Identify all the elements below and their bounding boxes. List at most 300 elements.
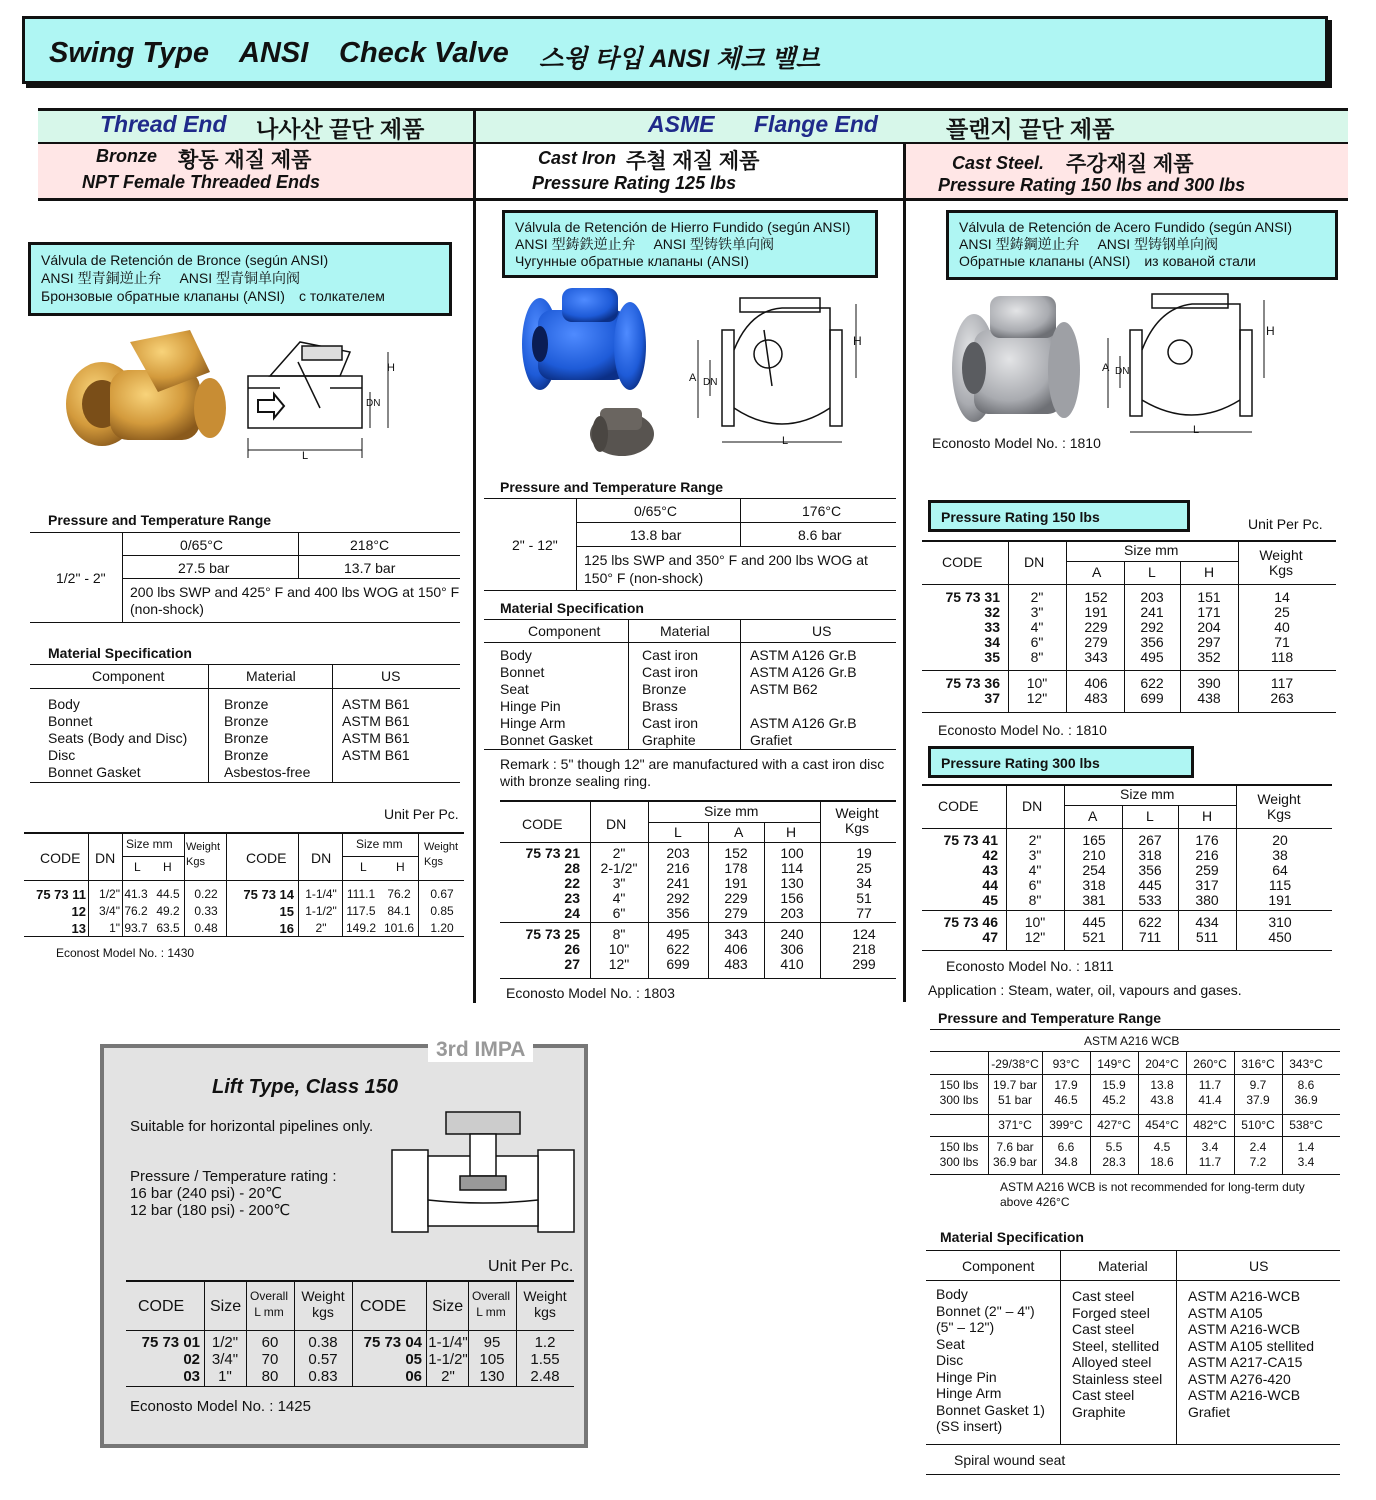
col2-w-a: 19 25 34 51 77: [856, 845, 872, 921]
rule: [1064, 805, 1236, 806]
col1-material: Bronze: [96, 146, 158, 166]
col1-dn-b: 1-1/4" 1-1/2" 2": [305, 887, 337, 935]
impa-size-a: 1/2" 3/4" 1": [211, 1334, 239, 1385]
col1-h-h-b: H: [396, 860, 405, 874]
ptr-value: 4.5 18.6: [1150, 1140, 1174, 1169]
col1-mat-component: Body Bonnet Seats (Body and Disc) Disc Bonnet Gasket: [48, 696, 188, 780]
rule: [484, 590, 896, 591]
rule: [930, 1136, 1340, 1137]
col3-300-code-b: 75 73 46 47: [943, 914, 998, 945]
col2-remark: Remark : 5" though 12" are manufactured with a cast iron disc with bronze sealing ring.: [500, 756, 885, 789]
impa-unit: Unit Per Pc.: [488, 1258, 574, 1275]
rule: [922, 584, 1336, 585]
rule: [922, 828, 1332, 829]
rule: [88, 832, 89, 936]
impa-code-a: 75 73 01 02 03: [141, 1334, 200, 1385]
col3-150-h-weight: Weight Kgs: [1259, 547, 1303, 578]
rule: [500, 800, 896, 802]
rule: [576, 522, 896, 523]
rule: [30, 688, 460, 689]
bronze-valve-photo: [60, 322, 230, 452]
title-en-2: ANSI: [239, 37, 309, 69]
col3-rating300-box: Pressure Rating 300 lbs: [928, 746, 1194, 778]
col3-ptr-note: ASTM A216 WCB is not recommended for long-term duty above 426°C: [1000, 1180, 1305, 1209]
col3-300-h-h: H: [1202, 808, 1213, 824]
impa-h-code: CODE: [138, 1298, 185, 1315]
temp-header: 371°C: [998, 1118, 1032, 1132]
col3-150-l-b: 622 699: [1140, 675, 1164, 706]
col1-h-dn: DN: [95, 850, 116, 866]
col3-150-dn-a: 2" 3" 4" 6" 8": [1030, 589, 1044, 665]
impa-h-code-b: CODE: [360, 1298, 407, 1315]
col3-mat-title: Material Specification: [940, 1229, 1084, 1245]
col3-model150: Econosto Model No. : 1810: [938, 722, 1107, 738]
temp-header: 149°C: [1097, 1057, 1131, 1071]
col3-name-es: Válvula de Retención de Acero Fundido (según ANSI): [959, 219, 1293, 235]
rule: [922, 910, 1332, 911]
rule: [24, 832, 464, 834]
rule: [516, 1280, 517, 1386]
col2-names-box: [502, 210, 878, 278]
col2-name-es: Válvula de Retención de Hierro Fundido (según ANSI): [515, 219, 851, 235]
col1-name-es: Válvula de Retención de Bronce (según ANSI): [41, 252, 329, 268]
rule: [184, 832, 185, 936]
col2-ptr-p2: 8.6 bar: [798, 527, 842, 543]
rule: [1064, 784, 1065, 950]
col1-h-code: CODE: [40, 850, 81, 866]
temp-header: 427°C: [1097, 1118, 1131, 1132]
col2-ptr-size: 2" - 12": [512, 537, 558, 553]
col3-subtitle: Pressure Rating 150 lbs and 300 lbs: [938, 175, 1246, 195]
col2-h-weight: Weight Kgs: [835, 805, 879, 836]
temp-header: 454°C: [1145, 1118, 1179, 1132]
col3-mat-us: ASTM A216-WCB ASTM A105 ASTM A216-WCB ASTM A105 stellited ASTM A217-CA15 ASTM A276-420 ASTM A216-WCB Grafiet: [1188, 1288, 1315, 1420]
col1-ptr-size: 1/2" - 2": [56, 570, 106, 586]
col3-300-h-b-vals: 434 511: [1195, 914, 1219, 945]
col3-material: Cast Steel.: [952, 153, 1045, 173]
col3-300-w-b: 310 450: [1268, 914, 1292, 945]
rule: [208, 664, 209, 782]
temp-header: 510°C: [1241, 1118, 1275, 1132]
rule: [484, 642, 896, 643]
col3-150-h-b-vals: 390 438: [1197, 675, 1221, 706]
col3-dim-h: H: [1266, 324, 1275, 338]
rule: [926, 1250, 1340, 1251]
col1-h-weight-b: Weight Kgs: [424, 841, 459, 868]
rule: [226, 832, 227, 936]
impa-h-size-b: Size: [432, 1298, 464, 1315]
col1-names-box: [28, 242, 452, 316]
rule: [930, 1029, 1340, 1030]
col3-rating150-box: Pressure Rating 150 lbs: [928, 500, 1190, 532]
rule: [122, 532, 123, 622]
rule: [988, 1052, 989, 1174]
col1-h-dn-b: DN: [311, 850, 332, 866]
cast-steel-valve-photo: [950, 290, 1090, 430]
col2-a-b: 343 406 483: [724, 926, 748, 972]
col3-mat-material: Cast steel Forged steel Cast steel Steel, stellited Alloyed steel Stainless steel Cast steel Graphite: [1072, 1288, 1163, 1420]
col3-mat-h3: US: [1249, 1258, 1269, 1274]
rule: [922, 670, 1336, 671]
col1-h-size-b: Size mm: [356, 837, 403, 851]
rule: [820, 800, 821, 978]
rule: [1006, 784, 1007, 950]
rule: [500, 922, 896, 923]
ptr-value: 1.4 3.4: [1297, 1140, 1315, 1169]
impa-ptr: Pressure / Temperature rating : 16 bar (240 psi) - 20℃ 12 bar (180 psi) - 200℃: [130, 1168, 337, 1219]
col1-ptr-note: 200 lbs SWP and 425° F and 400 lbs WOG at 150° F (non-shock): [130, 584, 460, 617]
rule: [1186, 1052, 1187, 1174]
temp-header: 343°C: [1289, 1057, 1323, 1071]
rule: [1042, 1052, 1043, 1174]
impa-h-size: Size: [210, 1298, 242, 1315]
col3-300-h-dn: DN: [1022, 798, 1043, 814]
col3-ptr-mat: ASTM A216 WCB: [1084, 1034, 1180, 1048]
col2-h-a: A: [734, 824, 744, 840]
col2-mat-h1: Component: [528, 623, 601, 639]
col3-300-h-a-vals: 176 216 259 317 380: [1195, 832, 1219, 908]
col3-300-w-a: 20 38 64 115 191: [1268, 832, 1292, 908]
col2-a-a: 152 178 191 229 279: [724, 845, 748, 921]
col-divider-1: [473, 108, 476, 1003]
col2-ptr-note: 125 lbs SWP and 350° F and 200 lbs WOG at 150° F (non-shock): [584, 552, 868, 586]
col2-cross-section-diagram: [690, 290, 880, 450]
rule: [1066, 540, 1067, 712]
rule: [484, 498, 896, 499]
col3-mat-h2: Material: [1098, 1258, 1148, 1274]
col1-dn-a: 1/2" 3/4" 1": [99, 887, 120, 935]
temp-header: 260°C: [1193, 1057, 1227, 1071]
col1-ptr-p1: 27.5 bar: [178, 560, 230, 576]
col3-material-ko: 주강재질 제품: [1066, 153, 1194, 176]
rule: [500, 978, 896, 979]
col3-ptr-title: Pressure and Temperature Range: [938, 1010, 1162, 1026]
col3-unit: Unit Per Pc.: [1248, 516, 1323, 532]
col2-ptr-title: Pressure and Temperature Range: [500, 479, 724, 495]
col2-mat-component: Body Bonnet Seat Hinge Pin Hinge Arm Bonnet Gasket: [500, 647, 593, 748]
rule: [740, 619, 741, 749]
col3-150-h-h: H: [1204, 564, 1215, 580]
col3-300-h-code: CODE: [938, 798, 979, 814]
col1-h-size: Size mm: [126, 837, 173, 851]
rule: [1238, 540, 1239, 712]
col3-name-ru: Обратные клапаны (ANSI) из кованой стали: [959, 253, 1256, 269]
col3-mat-h1: Component: [962, 1258, 1035, 1274]
col1-code-a: 75 73 11 12 13: [36, 887, 86, 936]
col3-300-code-a: 75 73 41 42 43 44 45: [943, 832, 998, 908]
col1-mat-h3: US: [381, 668, 401, 684]
temp-header: 399°C: [1049, 1118, 1083, 1132]
col3-150-h-dn: DN: [1024, 554, 1045, 570]
impa-lift-valve-diagram: [388, 1106, 578, 1240]
rule: [204, 1280, 205, 1386]
col1-h-weight: Weight Kgs: [186, 841, 221, 868]
rule: [1138, 1052, 1139, 1174]
col3-name-jp: ANSI 型鋳鋼逆止弁 ANSI 型铸钢单向阀: [959, 236, 1219, 252]
rule: [30, 622, 460, 623]
col3-dim-dn: DN: [1115, 366, 1130, 377]
col2-code-a: 75 73 21 28 22 23 24: [525, 845, 580, 921]
col1-model: Econost Model No. : 1430: [56, 946, 195, 960]
rule: [648, 822, 820, 823]
col1-dim-h: H: [387, 362, 395, 374]
ptr-value: 9.7 37.9: [1246, 1078, 1270, 1107]
ptr-value: 5.5 28.3: [1102, 1140, 1126, 1169]
temp-header: 538°C: [1289, 1118, 1323, 1132]
rule: [500, 842, 896, 843]
col1-h-l-b: L: [360, 860, 367, 874]
col3-300-h-size: Size mm: [1120, 786, 1175, 802]
col2-subtitle: Pressure Rating 125 lbs: [532, 173, 737, 193]
rule: [294, 1280, 295, 1386]
rule: [418, 832, 419, 936]
rule: [1066, 561, 1238, 562]
col2-name-jp: ANSI 型鋳鉄逆止弁 ANSI 型铸铁单向阀: [515, 236, 775, 252]
col3-150-w-b: 117 263: [1270, 675, 1294, 706]
col3-150-h-code: CODE: [942, 554, 983, 570]
col2-code-b: 75 73 25 26 27: [525, 926, 580, 972]
thread-end-label: Thread End: [100, 111, 227, 137]
col3-300-h-a: A: [1088, 808, 1098, 824]
impa-h-weight: Weight kgs: [301, 1288, 345, 1320]
col3-300-l-a: 267 318 356 445 533: [1138, 832, 1162, 908]
col3-150-l-a: 203 241 292 356 495: [1140, 589, 1164, 665]
rule: [24, 880, 464, 881]
rule: [342, 856, 418, 857]
col1-l-b: 111.1 117.5 149.2: [345, 887, 377, 935]
col3-150-h-a-vals: 151 171 204 297 352: [1197, 589, 1221, 665]
col2-dim-l: L: [782, 435, 789, 447]
col2-dim-dn: DN: [703, 377, 718, 388]
col3-dim-l: L: [1193, 424, 1200, 436]
col3-150-a-a: 152 191 229 279 343: [1084, 589, 1108, 665]
rule: [648, 800, 649, 978]
rule: [122, 578, 460, 579]
col2-h-a-vals: 100 114 130 156 203: [780, 845, 804, 921]
temp-header: 482°C: [1193, 1118, 1227, 1132]
col2-model: Econosto Model No. : 1803: [506, 985, 675, 1001]
col2-h-code: CODE: [522, 816, 563, 832]
rule: [30, 532, 460, 533]
thread-end-ko: 나사산 끝단 제품: [256, 116, 425, 142]
impa-h-weight-b: Weight kgs: [523, 1288, 567, 1320]
col1-dim-l: L: [302, 450, 309, 462]
col1-subtitle: NPT Female Threaded Ends: [82, 172, 321, 192]
impa-tag: 3rd IMPA: [428, 1038, 533, 1062]
col2-w-b: 124 218 299: [852, 926, 876, 972]
col1-code-b: 75 73 14 15 16: [243, 887, 294, 936]
class-label: 150 lbs 300 lbs: [939, 1078, 979, 1107]
page-header: [22, 16, 1328, 84]
col2-mat-h2: Material: [660, 623, 710, 639]
col1-material-ko: 황동 재질 제품: [178, 149, 312, 172]
col3-dim-a: A: [1102, 362, 1110, 374]
col1-name-ru: Бронзовые обратные клапаны (ANSI) с толкателем: [41, 288, 385, 304]
rule: [484, 619, 896, 620]
col1-ptr-p2: 13.7 bar: [344, 560, 396, 576]
rule: [1234, 1052, 1235, 1174]
rule: [332, 664, 333, 782]
col1-w-b: 0.67 0.85 1.20: [430, 887, 454, 935]
col2-h-l: L: [674, 824, 682, 840]
col3-150-w-a: 14 25 40 71 118: [1270, 589, 1294, 665]
col2-ptr-t2: 176°C: [802, 503, 842, 519]
col1-mat-us: ASTM B61 ASTM B61 ASTM B61 ASTM B61: [342, 696, 410, 763]
impa-l-b: 95 105 130: [479, 1334, 505, 1385]
col3-300-l-b: 622 711: [1138, 914, 1162, 945]
col2-h-size: Size mm: [704, 803, 759, 819]
rule: [590, 800, 591, 978]
ptr-value: 3.4 11.7: [1198, 1140, 1222, 1169]
col1-cross-section-diagram: [240, 332, 410, 462]
title-en-1: Swing Type: [49, 37, 210, 69]
flange-end-ko: 플랜지 끝단 제품: [946, 116, 1115, 142]
col3-footnote: Spiral wound seat: [954, 1452, 1066, 1468]
col1-h-b: 76.2 84.1 101.6: [383, 887, 415, 935]
rule: [30, 664, 460, 665]
col3-model300: Econosto Model No. : 1811: [946, 958, 1114, 974]
col1-h-l: L: [134, 860, 141, 874]
col1-ptr-t1: 0/65°C: [180, 537, 223, 553]
impa-h-overall-b: Overall L mm: [472, 1289, 511, 1319]
impa-h-overall: Overall L mm: [250, 1289, 289, 1319]
col2-mat-material: Cast iron Cast iron Bronze Brass Cast iron Graphite: [642, 647, 699, 748]
col1-mat-h2: Material: [246, 668, 296, 684]
col2-h-b-vals: 240 306 410: [780, 926, 804, 972]
col3-names-box: [946, 210, 1338, 280]
col3-150-code-a: 75 73 31 32 33 34 35: [945, 589, 1000, 665]
col1-mat-title: Material Specification: [48, 645, 192, 661]
title-en-3: Check Valve: [339, 37, 509, 69]
col3-150-a-b: 406 483: [1084, 675, 1108, 706]
rule: [298, 832, 299, 936]
rule: [1282, 1052, 1283, 1174]
col1-name-jp: ANSI 型青銅逆止弁 ANSI 型青铜单向阀: [41, 270, 301, 286]
col3-300-h-weight: Weight Kgs: [1257, 791, 1301, 822]
impa-w-a: 0.38 0.57 0.83: [308, 1334, 338, 1385]
rule: [922, 712, 1336, 713]
rule: [930, 1174, 1340, 1175]
rule: [576, 498, 577, 590]
col2-h-h: H: [786, 824, 797, 840]
col2-dim-h: H: [853, 334, 862, 348]
rule: [926, 1474, 1340, 1475]
asme-label: ASME: [648, 111, 715, 137]
rule: [930, 1114, 1340, 1115]
rule: [126, 1330, 574, 1331]
col3-300-dn-a: 2" 3" 4" 6" 8": [1028, 832, 1042, 908]
temp-header: 93°C: [1052, 1057, 1080, 1071]
col2-dn-b: 8" 10" 12": [608, 926, 630, 972]
col1-ptr-title: Pressure and Temperature Range: [48, 512, 272, 528]
impa-title: Lift Type, Class 150: [212, 1076, 398, 1098]
col2-l-b: 495 622 699: [666, 926, 690, 972]
col1-unit: Unit Per Pc.: [384, 806, 459, 822]
col1-h-code-b: CODE: [246, 850, 287, 866]
impa-panel: [100, 1038, 588, 1448]
cast-iron-valve-photo: [518, 282, 668, 462]
rule: [926, 1280, 1340, 1281]
col3-application: Application : Steam, water, oil, vapours and gases.: [928, 982, 1242, 998]
col-divider-2: [903, 142, 906, 1002]
temp-header: 204°C: [1145, 1057, 1179, 1071]
ptr-value: 7.6 bar 36.9 bar: [992, 1140, 1038, 1169]
impa-size-b: 1-1/4" 1-1/2" 2": [428, 1334, 468, 1385]
col2-ptr-p1: 13.8 bar: [630, 527, 682, 543]
rule: [484, 749, 896, 750]
temp-header: 316°C: [1241, 1057, 1275, 1071]
col1-ptr-t2: 218°C: [350, 537, 390, 553]
impa-w-b: 1.2 1.55 2.48: [530, 1334, 560, 1385]
impa-desc: Suitable for horizontal pipelines only.: [130, 1118, 374, 1135]
ptr-value: 13.8 43.8: [1150, 1078, 1174, 1107]
rule: [930, 1074, 1340, 1075]
rule: [24, 936, 464, 937]
col3-300-dn-b: 10" 12": [1024, 914, 1046, 945]
rule: [922, 950, 1332, 951]
col1-mat-h1: Component: [92, 668, 165, 684]
col3-150-code-b: 75 73 36 37: [945, 675, 1000, 706]
col3-mat-component: Body Bonnet (2" – 4") (5" – 12") Seat Disc Hinge Pin Hinge Arm Bonnet Gasket 1) (SS insert): [936, 1286, 1045, 1434]
ptr-value: 2.4 7.2: [1249, 1140, 1267, 1169]
rule: [1060, 1250, 1061, 1444]
rule: [122, 555, 460, 556]
rule: [352, 1280, 353, 1386]
rule: [30, 782, 460, 783]
title-ko: 스윙 타입 ANSI 체크 밸브: [539, 45, 820, 73]
col3-300-h-l: L: [1146, 808, 1154, 824]
impa-code-b: 75 73 04 05 06: [363, 1334, 422, 1385]
col3-300-a-a: 165 210 254 318 381: [1082, 832, 1106, 908]
col1-mat-material: Bronze Bronze Bronze Bronze Asbestos-free: [224, 696, 311, 780]
ptr-value: 17.9 46.5: [1054, 1078, 1078, 1107]
ptr-value: 11.7 41.4: [1198, 1078, 1222, 1107]
col2-dn-a: 2" 2-1/2" 3" 4" 6": [600, 845, 638, 921]
rule: [1236, 784, 1237, 950]
col2-material-ko: 주철 재질 제품: [626, 150, 760, 173]
ptr-value: 19.7 bar 51 bar: [992, 1078, 1038, 1107]
col2-ptr-t1: 0/65°C: [634, 503, 677, 519]
col1-h-h: H: [163, 860, 172, 874]
ptr-value: 6.6 34.8: [1054, 1140, 1078, 1169]
col2-material: Cast Iron: [538, 148, 617, 168]
rule: [1176, 1250, 1177, 1444]
col3-150-h-l: L: [1148, 564, 1156, 580]
col2-dim-a: A: [689, 372, 697, 384]
impa-model: Econosto Model No. : 1425: [130, 1398, 311, 1415]
col1-w-a: 0.22 0.33 0.48: [194, 887, 218, 935]
rule: [126, 1386, 574, 1387]
temp-header: -29/38°C: [991, 1057, 1039, 1071]
impa-l-a: 60 70 80: [261, 1334, 279, 1385]
col2-mat-title: Material Specification: [500, 600, 644, 616]
rule: [1008, 540, 1009, 712]
rule: [1090, 1052, 1091, 1174]
col3-150-dn-b: 10" 12": [1026, 675, 1048, 706]
col1-h-a: 44.5 49.2 63.5: [156, 887, 180, 935]
col3-model-top: Econosto Model No. : 1810: [932, 435, 1101, 451]
col3-150-h-a: A: [1092, 564, 1102, 580]
ptr-value: 15.9 45.2: [1102, 1078, 1126, 1107]
col3-cross-section-diagram: [1102, 290, 1292, 440]
rule: [926, 1444, 1340, 1445]
col1-l-a: 41.3 76.2 93.7: [124, 887, 148, 935]
flange-end-label: Flange End: [754, 111, 878, 137]
rule: [126, 1280, 574, 1282]
rule: [930, 1051, 1340, 1052]
rule: [246, 1280, 247, 1386]
class-label: 150 lbs 300 lbs: [939, 1140, 979, 1169]
